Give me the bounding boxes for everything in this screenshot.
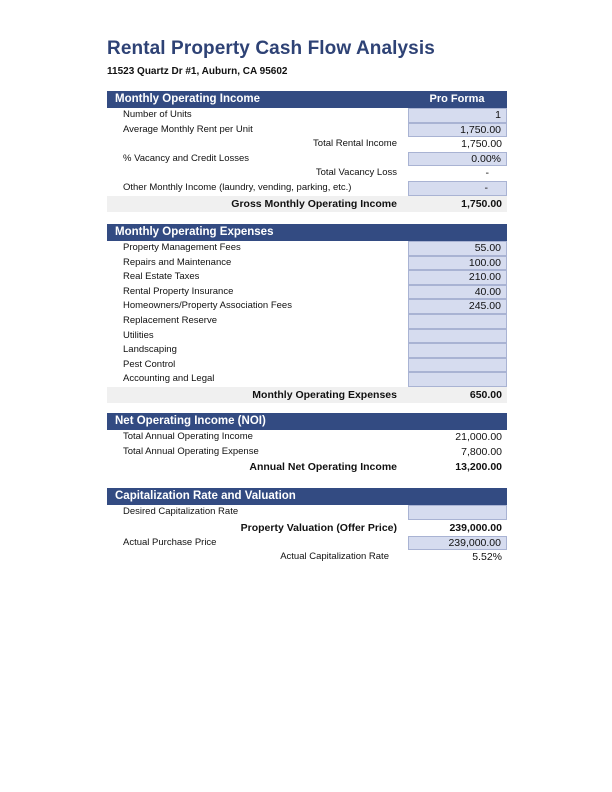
expense-label: Accounting and Legal — [123, 373, 215, 385]
expense-input[interactable]: 210.00 — [408, 270, 507, 285]
purchase-price-row — [107, 536, 507, 551]
expense-input[interactable]: 40.00 — [408, 285, 507, 300]
units-label: Number of Units — [123, 109, 192, 120]
expense-label: Pest Control — [123, 358, 176, 370]
vacancy-input[interactable]: 0.00% — [408, 152, 507, 167]
expense-label: Real Estate Taxes — [123, 271, 200, 283]
expense-label: Utilities — [123, 329, 154, 341]
purchase-price-label: Actual Purchase Price — [123, 536, 217, 548]
annual-noi-label: Annual Net Operating Income — [249, 461, 397, 474]
expense-row — [107, 241, 507, 256]
valuation-value: 239,000.00 — [449, 521, 502, 534]
income-header — [107, 91, 507, 108]
units-input[interactable]: 1 — [408, 108, 507, 123]
noi-section — [107, 413, 507, 475]
desired-cap-row — [107, 505, 507, 520]
expense-row — [107, 314, 507, 329]
noi-header-title: Net Operating Income (NOI) — [115, 415, 266, 427]
cap-header-title: Capitalization Rate and Valuation — [115, 490, 296, 502]
expense-row — [107, 285, 507, 300]
actual-cap-label: Actual Capitalization Rate — [280, 551, 389, 563]
actual-cap-row — [107, 550, 507, 565]
income-section — [107, 91, 507, 212]
cap-section — [107, 488, 507, 565]
annual-expense-value: 7,800.00 — [461, 445, 502, 458]
gross-income-label: Gross Monthly Operating Income — [231, 197, 397, 210]
vacancy-label: % Vacancy and Credit Losses — [123, 152, 250, 164]
valuation-label: Property Valuation (Offer Price) — [240, 521, 397, 534]
pro-forma-column-header: Pro Forma — [429, 93, 485, 105]
rent-label: Average Monthly Rent per Unit — [123, 123, 253, 135]
annual-expense-label: Total Annual Operating Expense — [123, 445, 259, 457]
expense-label: Property Management Fees — [123, 242, 241, 253]
expense-row — [107, 358, 507, 373]
total-vacancy-value: - — [485, 167, 489, 180]
expense-input[interactable] — [408, 372, 507, 387]
expense-row — [107, 343, 507, 358]
other-income-input[interactable]: - — [408, 181, 507, 196]
expense-input[interactable] — [408, 329, 507, 344]
desired-cap-input[interactable] — [408, 505, 507, 520]
expense-label: Landscaping — [123, 344, 177, 356]
expenses-total-value: 650.00 — [469, 388, 502, 401]
expense-label: Replacement Reserve — [123, 314, 217, 326]
expense-row — [107, 256, 507, 271]
annual-income-row — [107, 430, 507, 445]
expense-label: Rental Property Insurance — [123, 285, 234, 297]
actual-cap-value: 5.52% — [472, 551, 502, 564]
expenses-total-row — [107, 387, 507, 403]
noi-header — [107, 413, 507, 430]
other-income-label: Other Monthly Income (laundry, vending, parking, etc.) — [123, 181, 352, 193]
annual-noi-row — [107, 459, 507, 475]
rent-row — [107, 123, 507, 138]
expense-input[interactable] — [408, 314, 507, 329]
expense-row — [107, 329, 507, 344]
units-row — [107, 108, 507, 123]
expense-row — [107, 299, 507, 314]
annual-income-value: 21,000.00 — [455, 431, 502, 443]
expense-input[interactable] — [408, 343, 507, 358]
desired-cap-label: Desired Capitalization Rate — [123, 506, 239, 517]
total-rental-value: 1,750.00 — [461, 138, 502, 151]
expenses-header — [107, 224, 507, 241]
other-income-row — [107, 181, 507, 196]
total-rental-row — [107, 137, 507, 152]
expense-row — [107, 372, 507, 387]
gross-income-row — [107, 196, 507, 212]
property-address: 11523 Quartz Dr #1, Auburn, CA 95602 — [107, 66, 288, 77]
annual-expense-row — [107, 445, 507, 460]
gross-income-value: 1,750.00 — [461, 197, 502, 210]
total-rental-label: Total Rental Income — [313, 138, 397, 150]
valuation-row — [107, 520, 507, 536]
cap-header — [107, 488, 507, 505]
expense-row — [107, 270, 507, 285]
expense-input[interactable]: 55.00 — [408, 241, 507, 256]
annual-noi-value: 13,200.00 — [455, 461, 502, 474]
page-title: Rental Property Cash Flow Analysis — [107, 38, 435, 59]
expenses-section — [107, 224, 507, 403]
expenses-header-title: Monthly Operating Expenses — [115, 226, 274, 238]
expense-label: Repairs and Maintenance — [123, 256, 232, 268]
expense-input[interactable]: 100.00 — [408, 256, 507, 271]
expenses-total-label: Monthly Operating Expenses — [252, 388, 397, 401]
expense-input[interactable] — [408, 358, 507, 373]
purchase-price-input[interactable]: 239,000.00 — [408, 536, 507, 551]
total-vacancy-row — [107, 166, 507, 181]
income-header-title: Monthly Operating Income — [115, 93, 261, 105]
expense-input[interactable]: 245.00 — [408, 299, 507, 314]
vacancy-row — [107, 152, 507, 167]
annual-income-label: Total Annual Operating Income — [123, 431, 253, 442]
expense-label: Homeowners/Property Association Fees — [123, 300, 292, 312]
rent-input[interactable]: 1,750.00 — [408, 123, 507, 138]
total-vacancy-label: Total Vacancy Loss — [315, 167, 397, 179]
